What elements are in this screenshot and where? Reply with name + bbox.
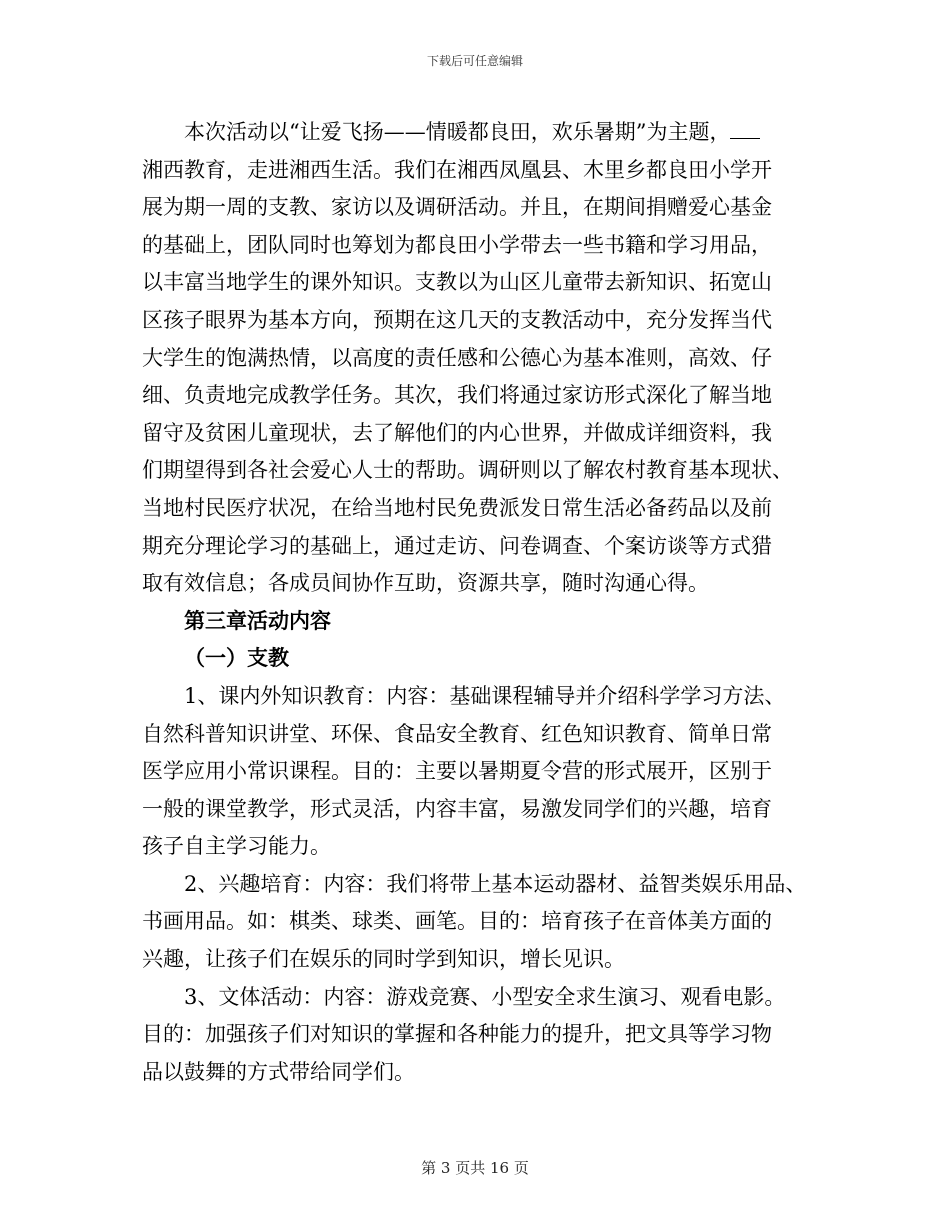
page-header: 下载后可任意编辑 <box>426 54 523 68</box>
line-text: 大学生的饱满热情，以高度的责任感和公德心为基本准则，高效、仔 <box>142 345 772 370</box>
text-line <box>142 565 822 603</box>
line-text: 医学应用小常识课程。目的：主要以暑期夏令营的形式展开，区别于 <box>142 759 772 784</box>
text-line <box>142 152 822 190</box>
line-text: 品以鼓舞的方式带给同学们。 <box>142 1059 415 1084</box>
document-body <box>142 114 822 1091</box>
line-text: 取有效信息；各成员间协作互助，资源共享，随时沟通心得。 <box>142 571 709 596</box>
line-text: 兴趣，让孩子们在娱乐的同时学到知识，增长见识。 <box>142 947 625 972</box>
line-text: 的基础上，团队同时也筹划为都良田小学带去一些书籍和学习用品， <box>142 232 772 257</box>
line-text: 2、兴趣培育：内容：我们将带上基本运动器材、益智类娱乐用品、 <box>184 871 807 896</box>
text-line <box>142 490 822 528</box>
line-text: 展为期一周的支教、家访以及调研活动。并且，在期间捐赠爱心基金 <box>142 195 772 220</box>
text-line <box>142 866 822 904</box>
text-line <box>142 340 822 378</box>
line-text: 以丰富当地学生的课外知识。支教以为山区儿童带去新知识、拓宽山 <box>142 270 772 295</box>
text-line <box>142 903 822 941</box>
text-line <box>142 189 822 227</box>
text-line <box>142 264 822 302</box>
line-text: 孩子自主学习能力。 <box>142 834 331 859</box>
text-line <box>142 415 822 453</box>
line-text: 湘西教育，走进湘西生活。我们在湘西凤凰县、木里乡都良田小学开 <box>142 157 772 182</box>
line-text: （一）支教 <box>184 646 289 671</box>
text-line <box>142 753 822 791</box>
line-text: 第三章活动内容 <box>184 608 331 633</box>
text-line <box>142 678 822 716</box>
line-text: 区孩子眼界为基本方向，预期在这几天的支教活动中，充分发挥当代 <box>142 307 772 332</box>
line-text: 一般的课堂教学，形式灵活，内容丰富，易激发同学们的兴趣，培育 <box>142 796 772 821</box>
text-line <box>142 528 822 566</box>
text-line <box>142 1054 822 1092</box>
line-text: 自然科普知识讲堂、环保、食品安全教育、红色知识教育、简单日常 <box>142 721 772 746</box>
section-heading <box>142 640 822 678</box>
line-text: 3、文体活动：内容：游戏竞赛、小型安全求生演习、观看电影。 <box>184 984 786 1009</box>
text-line <box>142 114 822 152</box>
text-line <box>142 828 822 866</box>
line-text: 期充分理论学习的基础上，通过走访、问卷调查、个案访谈等方式猎 <box>142 533 772 558</box>
text-line <box>142 716 822 754</box>
text-line <box>142 941 822 979</box>
line-text: 细、负责地完成教学任务。其次，我们将通过家访形式深化了解当地 <box>142 383 772 408</box>
text-line <box>142 377 822 415</box>
line-text: 书画用品。如：棋类、球类、画笔。目的：培育孩子在音体美方面的 <box>142 909 772 934</box>
fill-in-blank <box>730 118 760 139</box>
page-number: 第 3 页共 16 页 <box>421 1159 529 1177</box>
text-line <box>142 452 822 490</box>
text-line <box>142 1016 822 1054</box>
text-line <box>142 302 822 340</box>
text-line <box>142 791 822 829</box>
text-line <box>142 979 822 1017</box>
line-text: 当地村民医疗状况，在给当地村民免费派发日常生活必备药品以及前 <box>142 495 772 520</box>
line-text: 们期望得到各社会爱心人士的帮助。调研则以了解农村教育基本现状、 <box>142 458 793 483</box>
section-heading <box>142 603 822 641</box>
line-text: 本次活动以“让爱飞扬——情暖都良田，欢乐暑期”为主题， <box>184 120 731 144</box>
text-line <box>142 227 822 265</box>
line-text: 留守及贫困儿童现状，去了解他们的内心世界，并做成详细资料，我 <box>142 420 772 445</box>
line-text: 1、课内外知识教育：内容：基础课程辅导并介绍科学学习方法、 <box>184 683 786 708</box>
line-text: 目的：加强孩子们对知识的掌握和各种能力的提升，把文具等学习物 <box>142 1022 772 1047</box>
